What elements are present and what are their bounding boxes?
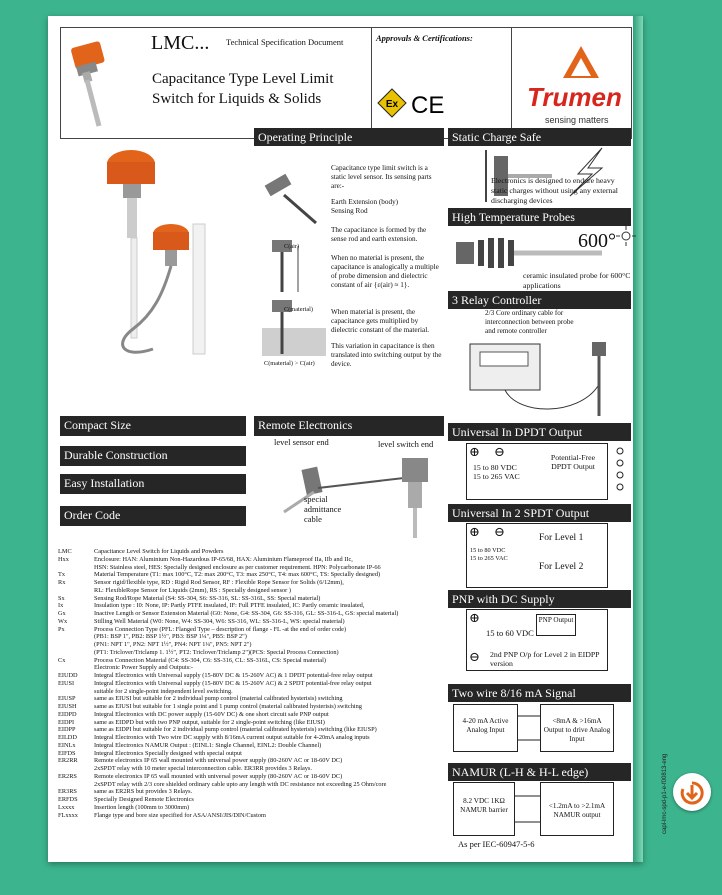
order-description: HSN: Stainless steel, HES: Specially designed enclosure as per customer requirement. HPN: Polycarbonate IP-66 [94, 563, 381, 571]
dpdt-supply-2: 15 to 265 VAC [473, 472, 520, 481]
order-code [58, 649, 94, 657]
relay-text: 2/3 Core ordinary cable for interconnection between probe and remote controller [485, 309, 574, 335]
high-temp-text: ceramic insulated probe for 600°C applications [523, 271, 631, 290]
order-code-row [58, 726, 428, 734]
order-code-table [58, 548, 428, 819]
order-code [58, 664, 94, 672]
order-code-row [58, 781, 428, 789]
order-code [58, 765, 94, 773]
order-description: RL: FlexibleRope Sensor for Liquids (2mm), RS : Specially designed sensor ) [94, 586, 291, 594]
relay-controller-icon [458, 336, 633, 428]
order-code-row [58, 610, 428, 618]
pnp-plus-icon: ⊕ [469, 610, 480, 625]
namur-heading: NAMUR (L-H & H-L edge) [448, 763, 631, 781]
model-code: LMC... [151, 32, 210, 54]
order-code: EIUSH [58, 703, 77, 710]
operating-para-2: The capacitance is formed by the sense rod and earth extension. [331, 226, 427, 243]
spdt-heading: Universal In 2 SPDT Output [448, 504, 631, 522]
order-description: Insulation type : I0: None, IP: Partly PTFE insulated, IF: Full PTFE insulated, IC: Partly ceramic insulated, [94, 602, 365, 610]
order-code-row [58, 688, 428, 696]
two-wire-heading: Two wire 8/16 mA Signal [448, 684, 631, 702]
pnp-output: PNP Output [538, 616, 574, 624]
c-material-label: C(material) [284, 306, 314, 313]
cable-label: special admittance cable [304, 494, 342, 524]
dpdt-plus-icon: ⊕ [469, 444, 480, 459]
namur-barrier-text: 8.2 VDC 1KΩ NAMUR barrier [460, 797, 508, 814]
order-code-row [58, 672, 428, 680]
order-code-row [58, 649, 428, 657]
brand-tagline: sensing matters [545, 115, 609, 125]
order-description: Capacitance Level Switch for Liquids and Powders [94, 548, 224, 555]
order-description: same as EIUSI but suitable for 1 single point and 1 pump control (material calibrated hysterisis) switching [94, 703, 362, 710]
title-line-1: Capacitance Type Level Limit [152, 71, 334, 87]
order-description: Insertion length (100mm to 3000mm) [94, 803, 190, 811]
spdt-plus-icon: ⊕ [469, 524, 480, 539]
two-wire-output-text: <8mA & >16mA Output to drive Analog Input [543, 717, 611, 743]
relay-controller-heading: 3 Relay Controller [448, 291, 631, 309]
order-code-row [58, 680, 428, 688]
order-code-row [58, 703, 428, 711]
namur-standard: As per IEC-60947-5-6 [458, 839, 535, 849]
order-code-row [58, 796, 428, 804]
order-description: Specially Designed Remote Electronics [94, 796, 194, 803]
order-description: 2xSPDT relay with 2/3 core shielded ordinary cable upto any length with DC resistance not exceeding 25 Ohm/core [94, 780, 387, 788]
order-description: Integral Electronics with Two wire DC supply with 8/16mA current output suitable for 4-20mA analog inputs [94, 734, 370, 741]
temp-value: 600° [578, 230, 616, 252]
pnp-minus-icon: ⊖ [469, 649, 480, 664]
document-code: capl-lmc-spd-p1-e-f00813-eng [662, 753, 668, 834]
order-code-row [58, 657, 428, 665]
order-code-row [58, 734, 428, 742]
product-photo [93, 144, 233, 364]
dpdt-output: Potential-Free DPDT Output [550, 453, 596, 471]
order-code-row [58, 711, 428, 719]
order-description: same as EIUSI but suitable for 2 individual pump control (material calibrated hysterisis) switching [94, 695, 343, 703]
order-code: Wx [58, 617, 68, 625]
order-code: Hxx [58, 555, 69, 563]
order-code [58, 688, 94, 696]
order-code-row [58, 626, 428, 634]
order-code: EIDPP [58, 726, 76, 734]
order-description: Stilling Well Material (W0: None, W4: SS-304, W6: SS-316, WL: SS-316-L, WS: special material) [94, 617, 345, 625]
heat-icon [616, 226, 636, 246]
operating-para-5: This variation in capacitance is then translated into switching output by the device. [331, 342, 442, 368]
order-code-row [58, 633, 428, 641]
ce-mark-icon [411, 91, 451, 117]
order-code: EIUDD [58, 672, 78, 679]
title-line-2: Switch for Liquids & Solids [152, 91, 322, 107]
order-code [58, 564, 94, 572]
order-code-row [58, 773, 428, 781]
probe-diagram-icon [258, 171, 328, 231]
order-code-row [58, 664, 428, 672]
order-code-row [58, 595, 428, 603]
static-charge-text: Electronics is designed to endure heavy static charges without using any external discharging devices [491, 176, 618, 205]
durable-heading: Durable Construction [60, 446, 246, 466]
namur-link-icon [515, 782, 540, 836]
order-code-row [58, 579, 428, 587]
brand-name: Trumen [527, 82, 622, 112]
order-code-row [58, 750, 428, 758]
order-description: Process Connection Material (C4: SS-304, C6: SS-316, CL: SS-316L, CS: Special material) [94, 656, 326, 664]
order-code-row [58, 556, 428, 564]
order-description: Sensing Rod/Rope Material (S4: SS-304, S6: SS-316, SL: SS-316L, SS: Special material) [94, 594, 321, 602]
earth-extension-label: Earth Extension (body) [331, 198, 399, 206]
order-description: Integral Electronics with Universal supply (15-80V DC & 15-260V AC) & 2 SPDT potential-free relay output [94, 679, 372, 687]
order-code: Tx [58, 571, 65, 579]
order-code-row [58, 564, 428, 572]
order-code: EIUSI [58, 679, 75, 687]
order-code: Cx [58, 656, 66, 664]
order-code: EIDPI [58, 718, 75, 726]
order-description: Integral Electronics Specially designed with special output [94, 749, 242, 757]
order-description: (PB1: BSP 1", PB2: BSP 1½", PB3: BSP 1¼", PB5: BSP 2") [94, 633, 247, 641]
order-description: Integral Electronics with Universal supply (15-80V DC & 15-260V AC) & 1 DPDT potential-free relay output [94, 672, 373, 679]
operating-principle-heading: Operating Principle [254, 128, 444, 146]
pnp-supply: 15 to 60 VDC [486, 628, 534, 638]
spdt-minus-icon: ⊖ [494, 524, 505, 539]
dpdt-minus-icon: ⊖ [494, 444, 505, 459]
order-code: EILDD [58, 734, 77, 741]
ex-certification-icon [377, 88, 407, 118]
spec-sheet [48, 16, 668, 862]
spdt-supply-1: 15 to 80 VDC [470, 547, 506, 554]
order-description: Remote electronics IP 65 wall mounted with universal power supply (80-260V AC or 18-60V DC) [94, 772, 343, 780]
order-code: EIUSP [58, 695, 76, 703]
order-code-row [58, 587, 428, 595]
order-code [58, 587, 94, 595]
order-code: FLxxxx [58, 811, 78, 819]
order-description: Integral Electronics NAMUR Output : (EINL1: Single Channel, EINL2: Double Channel) [94, 741, 322, 749]
order-description: Electronic Power Supply and Outputs:- [94, 664, 193, 672]
order-code [58, 781, 94, 789]
order-description: Material Temperature (T1: max 100°C, T2: max 200°C, T3: max 250°C, T4: max 600°C, TS: Specially designed) [94, 571, 381, 579]
svg-text:Ex: Ex [385, 99, 399, 110]
sensing-rod-label: Sensing Rod [331, 207, 368, 215]
order-code-row [58, 602, 428, 610]
order-description: Flange type and bore size specified for ASA/ANSI/JIS/DIN/Custom [94, 811, 266, 819]
order-description: same as EIDPD but with two PNP output, suitable for 2 single-point switching (like EIUSI) [94, 718, 325, 726]
order-code: Px [58, 625, 65, 633]
download-button[interactable] [673, 773, 711, 811]
order-code: ER2RR [58, 757, 78, 765]
c-air-label: C(air) [284, 243, 300, 250]
analog-input-text: 4-20 mA Active Analog Input [462, 717, 509, 734]
order-code-row [58, 618, 428, 626]
order-description: Inactive Length or Sensor Extension Material (G0: None, G4: SS-304, G6: SS-316, GL: SS-316-L, GS: special material) [94, 610, 399, 617]
spdt-supply-2: 15 to 265 VAC [470, 555, 508, 562]
pnp-heading: PNP with DC Supply [448, 590, 631, 608]
spdt-level-1: For Level 1 [539, 533, 584, 543]
order-description: Integral Electronics with DC power supply (15-60V DC) & one short circuit safe PNP output [94, 710, 329, 718]
operating-para-3: When no material is present, the capacitance is analogically a multiple of probe dimension and dielectric constant of air {ε(air) ≈ 1}. [331, 254, 439, 289]
two-wire-link-icon [518, 704, 540, 752]
order-code-row [58, 641, 428, 649]
order-description: (PN1: NPT 1", PN2: NPT 1½", PN4: NPT 1¼", PN5: NPT 2") [94, 641, 252, 648]
download-icon [673, 773, 711, 811]
svg-text:CE: CE [411, 92, 445, 117]
order-code-heading: Order Code [60, 506, 246, 526]
order-code-row [58, 548, 428, 556]
order-code-row [58, 742, 428, 750]
static-charge-heading: Static Charge Safe [448, 128, 631, 146]
order-code: ERFDS [58, 796, 78, 803]
order-description: Remote electronics IP 65 wall mounted with universal power supply (80-260V AC or 18-60V DC) [94, 757, 343, 765]
approvals-label: Approvals & Certifications: [376, 33, 473, 43]
dpdt-supply-1: 15 to 80 VDC [473, 463, 517, 472]
order-code-row [58, 804, 428, 812]
product-thumbnail-icon [67, 34, 111, 130]
sensor-end-label: level sensor end [274, 437, 329, 447]
compact-size-heading: Compact Size [60, 416, 246, 436]
order-description: 2xSPDT relay with 10 meter special interconnection cable. ER3RR provides 3 Relays. [94, 765, 312, 772]
remote-heading: Remote Electronics [254, 416, 444, 436]
decorative-band [633, 16, 643, 862]
order-description: Enclosure: HAN: Aluminium Non-Hazardous IP-65/68, HAX: Aluminium Flameproof IIa, IIb and IIc, [94, 555, 353, 563]
dpdt-heading: Universal In DPDT Output [448, 423, 631, 441]
operating-para-4: When material is present, the capacitance gets multiplied by dielectric constant of the material. [331, 308, 429, 334]
order-code-row [58, 812, 428, 820]
order-code: LMC [58, 548, 72, 555]
easy-install-heading: Easy Installation [60, 474, 246, 494]
capacitance-comparison: C(material) > C(air) [264, 360, 315, 367]
order-code-row [58, 788, 428, 796]
order-code-row [58, 571, 428, 579]
trumen-logo-icon [561, 44, 601, 82]
order-code-row [58, 719, 428, 727]
namur-output-text: <1.2mA to >2.1mA NAMUR output [548, 802, 606, 819]
order-code: ER2RS [58, 772, 77, 780]
order-code-row [58, 757, 428, 765]
order-code: Rx [58, 579, 66, 586]
switch-end-label: level switch end [378, 439, 434, 449]
order-code-row [58, 695, 428, 703]
order-code [58, 633, 94, 641]
order-description: suitable for 2 single-point independent level switching. [94, 687, 233, 695]
operating-intro: Capacitance type limit switch is a static level sensor. Its sensing parts are:- [331, 164, 432, 190]
order-code: Gx [58, 610, 66, 617]
doc-type: Technical Specification Document [226, 37, 344, 47]
order-description: same as EIDPI but suitable for 2 individual pump control (material calibrated hysterisis) switching (like EIUSP) [94, 726, 377, 734]
pnp-second-output: 2nd PNP O/p for Level 2 in EIDPP version [490, 650, 600, 668]
order-code [58, 641, 94, 649]
order-code: ER3RS [58, 788, 77, 796]
order-description: (PT1: Triclover/Triclamp 1. 1½", PT2: Triclover/Triclamp 2")(PCS: Special Process Connection) [94, 648, 339, 656]
order-code: EINLx [58, 741, 76, 749]
order-code: EIFDS [58, 749, 76, 757]
dpdt-terminals-icon [608, 443, 630, 500]
order-code-row [58, 765, 428, 773]
order-description: Sensor rigid/flexible type, RD : Rigid Rod Sensor, RF : Flexible Rope Sensor for Solids (6/12mm), [94, 579, 344, 586]
order-code: Sx [58, 594, 65, 602]
header [60, 27, 632, 139]
spdt-level-2: For Level 2 [539, 562, 584, 572]
order-description: Process Connection Type (PFL: Flanged Type – description of flange - FL -at the end of order code) [94, 625, 347, 633]
order-code: Ix [58, 602, 64, 610]
high-temp-heading: High Temperature Probes [448, 208, 631, 226]
order-description: same as ER2RS but provides 3 Relays. [94, 788, 193, 796]
order-code: Lxxxx [58, 803, 75, 811]
order-code: EIDPD [58, 710, 77, 718]
